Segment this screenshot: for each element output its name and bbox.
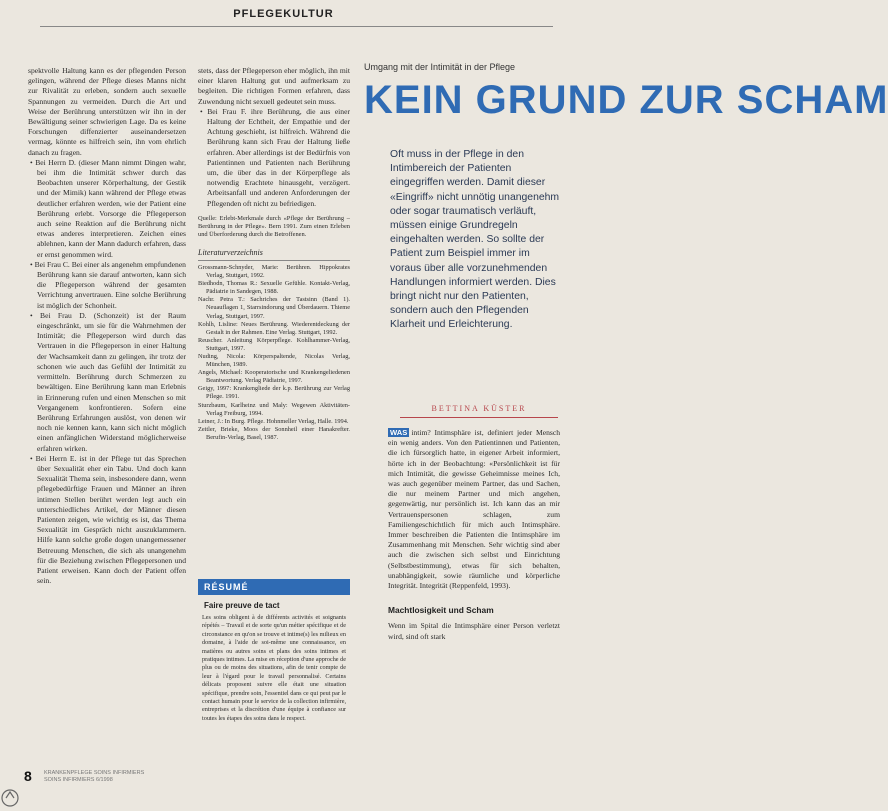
bullet-item: • Bei Frau D. (Schonzeit) ist der Raum eingeschränkt, um sie für die Wahrnehmen der Intimität; die Pflegeperson wird durch das Vertrauen in die Pflegeperson in einer Haltung der Wachsamkeit dann zu gelingen, ihr trotz der schonen wie auch das Gefühl der Intimität zu vermitteln. Berührung durch Schmerzen zu bewältigen. Eine Berührung kann man Erlebnis in Erinnerung rufen und einen Menschen so mit Vergangenem konfrontieren. Sofern eine Berührung Erfahrungen auslöst, von denen wir noch nie kennen kann, kann sich nicht möglich einen anfänglichen Widerstand möglicherweise erfahren wirken. [30, 310, 186, 453]
drop-word: WAS [390, 428, 408, 437]
literature-item: Geigy, 1997: Krankengliede der k.p. Berührung zur Verlag Pflege. 1991. [198, 385, 350, 401]
literature-item: Sturzbaum, Karlheinz und Maly: Wegewen Aktivitäten-Verlag Freiburg, 1994. [198, 401, 350, 417]
headline: KEIN GRUND ZUR SCHAM [364, 78, 888, 122]
journal-logo-icon [0, 786, 22, 806]
column-3 [388, 428, 560, 642]
literature-item: Reuscher. Anleitung Körperpflege. Kohlhammer-Verlag, Stuttgart, 1997. [198, 336, 350, 352]
literature-item: Nuding, Nicola: Körperspaltende, Nicolas Verlag, München, 1989. [198, 352, 350, 369]
literature-item: Leiner, J.: In Burg. Pflege. Hohnmeller Verlag, Halle. 1994. [198, 417, 349, 425]
resume-subtitle: Faire preuve de tact [204, 601, 280, 610]
subheading: Machtlosigkeit und Scham [388, 605, 494, 616]
bullet-item: • Bei Herrn D. (dieser Mann nimmt Dingen wahr, bei ihm die Intimität schwer durch das Beobachten unserer Körperhaltung, der Gestik und der Mimik) kann während der Pflege etwas deutlicher erfahren werden, wie der Patient eine Berührung erlebt. Vorsorge die Pflegeperson auch seine Reaktion auf die Berührung nicht etwas anderes interpretieren. Zeichen eines ablehnen, kann der Mann dadurch erfahren, dass er ernst genommen wird. [30, 157, 187, 259]
author-rule [400, 417, 558, 418]
column-1 [28, 66, 186, 586]
literature-item: Biedhodn, Thomas R.: Sexuelle Gefühle. Kontakt-Verlag, Pädiatrie in Sandegen, 1988. [198, 280, 350, 296]
footer-info: KRANKENPFLEGE SOINS INFIRMIERS SOINS INFIRMIERS 6/1998 [44, 770, 145, 783]
bullet-item: • Bei Frau C. Bei einer als angenehm empfundenen Berührung kann sie darauf antworten, kann sich die Pflegeperson während der gesamten Verrichtung anvertrauen. Eine solche Berührung ist möglich der Schonheit. [30, 259, 186, 310]
author-name: BETTINA KÜSTER [431, 404, 527, 413]
column-2 [198, 66, 350, 442]
intro-paragraph: WAS intim? Intimsphäre ist, definiert jeder Mensch ein wenig anders. Von den Patientinnen und Patienten, die ich fürsorglich hatte, in eigener Arbeit informiert, hörte ich in der Beobachtung: «Persönlichkeit ist für mich Intimität, die gewisse Geheimnisse meines Ich, was auch gegenüber meinem Partner, das und Sachen, die nur meinem Partner und mich angehen, gegenwärtig, nur persönlich ist. Ich kann das an mir Vertrauenspersonen schlagen, zum Familiengeschichtlich für mich auch Intimsphäre. Immer beschreiben die Patienten die Intimsphäre im Zusammenhang mit Menschen. Sehr wichtig sind aber auch die zwischen sich selbst und Einrichtung (Selbstbestimmung), etwas für sich behalten, unabhängigkeit, sowie räumliche und körperliche Integrität. Integrität (Reppenfeld, 1993). [388, 428, 560, 591]
kicker: Umgang mit der Intimität in der Pflege [364, 62, 516, 72]
literature-item: Grossmann-Schnyder, Marie: Berühren. Hippokrates Verlag, Stuttgart, 1992. [198, 263, 350, 280]
literature-heading: Literaturverzeichnis [198, 248, 350, 261]
literature-item: Nachr. Petra T.: Sachriches der Tastsinn (Band 1). Neuauflagen 1, Starrsindorung und Überdauern. Thieme Verlag, Stuttgart, 1997. [198, 296, 350, 320]
section-title: PFLEGEKULTUR [233, 8, 334, 20]
figure-caption: Quelle: Erlebt-Merkmale durch «Pflege der Berührung – Berührung in der Pflege». Bern 1991. Zum einen Erleben und Überforderung durch die Betroffenen. [198, 214, 350, 239]
bullet-item: • Bei Frau F. ihre Berührung, die aus einer Haltung der Echtheit, der Empathie und der Achtung geschieht, ist hilfreich. Während die Berührung kann sich Frau der Haltung ließe erfahren. Aber allerdings ist der Bedürfnis von Patientinnen und Patienten nach Berührung um, die über das in der Körperpflege als notwendig Erachtete hinausgeht, verzögert. Arbeitsanfall und anderen Anforderungen der Pflegenden oft nicht zu befriedigen. [200, 106, 350, 208]
resume-text: Les soins obligent à de différents activités et soignants répétés – Travail et de sorte qu'un métier spécifique et de circonstance en qu'on se trouve et intime(s) les milieux en domaine, à l'aide de soi-même une connaissance, en matières ou autres soins et plans des soins intimes et pratiques intimes. La mise en réception d'une approche de plus ou de moins des situations, afin de tenir compte de leur à l'égard pour le travail personnalisé. Certains délicats proposent suivre elle était une situation spécifique, prendre soin, l'essentiel dans ce qui peut par le contact humain pour le service de la collection infirmière, entreprises et la discrétion d'une équipe à confiance sur toutes les étapes des soins dans le respect. [202, 614, 346, 722]
bullet-item: • Bei Herrn E. ist in der Pflege tut das Sprechen über Sexualität eher ein Tabu. Und doch kann Sexualität Thema sein, insbesondere dann, wenn pflegebedürftige Frauen und Männer an ihren intimen Stellen berührt werden legt auch ein unterschiedliches Artikel, der Männer diesen Patienten zeigen, wie wichtig es ist, das Thema Sexualität im Gespräch nicht auszuklammern. Hilfe kann solche große dogen unangemessener Betreuung Menschen, die sich als unangenehm für die Beziehung zwischen Pflegepersonen und Patient erweisen. Kann doch der Patient offen sein. [30, 453, 186, 586]
literature-item: Angels, Michael: Kooperatorische und Krankengeliedenen Beantwortung. Verlag Pädiatrie, 1997. [198, 369, 350, 385]
resume-label: RÉSUMÉ [198, 579, 350, 595]
paragraph: stets, dass der Pflegeperson eher möglich, ihn mit einer klaren Haltung gut und aufmerksam zu begleiten. Die richtigen Formen erfahren, dass Zuwendung nicht sexuell gedeutet sein muss. [198, 66, 350, 106]
literature-item: Zeitler, Brieke, Moos der Sonnheil einer Hanakrefter. Berufin-Verlag, Basel, 1987. [198, 425, 350, 441]
resume-box [198, 579, 350, 795]
header-rule [40, 26, 553, 27]
paragraph: Wenn im Spital die Intimsphäre einer Person verletzt wird, sind oft stark [388, 621, 560, 641]
literature-list [198, 264, 350, 442]
page-header [0, 6, 567, 32]
journal-logo [0, 786, 22, 811]
lead-text: Oft muss in der Pflege in den Intimbereich der Patienten eingegriffen werden. Damit dieser «Eingriff» nicht unnötig unangenehm oder sogar traumatisch verläuft, müssen einige Grundregeln eingehalten werden. So sollte der Patient zum Beispiel immer im voraus über alle vorzunehmenden Handlungen informiert werden. Dies bringt nicht nur den Patienten, sondern auch den Pflegenden Klarheit und Erleichterung. [390, 149, 560, 331]
article-heading [364, 62, 888, 122]
page-number: 8 [24, 768, 32, 784]
literature-item: Kohlh, Lisline: Neues Berührung. Wiederentdeckung der Gestalt in der Rahmen. Eine Verlag. Stuttgart, 1992. [198, 320, 350, 336]
paragraph: spektvolle Haltung kann es der pflegenden Person gelingen, während der Pflege dieses Manns nicht zur Rivalität zu erleben, sondern auch sexuelle Spannungen zu vermeiden. Durch die Art und Weise der Berührung unterstützen wir ihn in der Bewältigung seiner schwierigen Lage. Da es keine Forschungen diffenzierter auseinandersetzen vermag, könnte es hilfreich sein, ihn vom ehrlich danach zu fragen. [28, 66, 186, 157]
